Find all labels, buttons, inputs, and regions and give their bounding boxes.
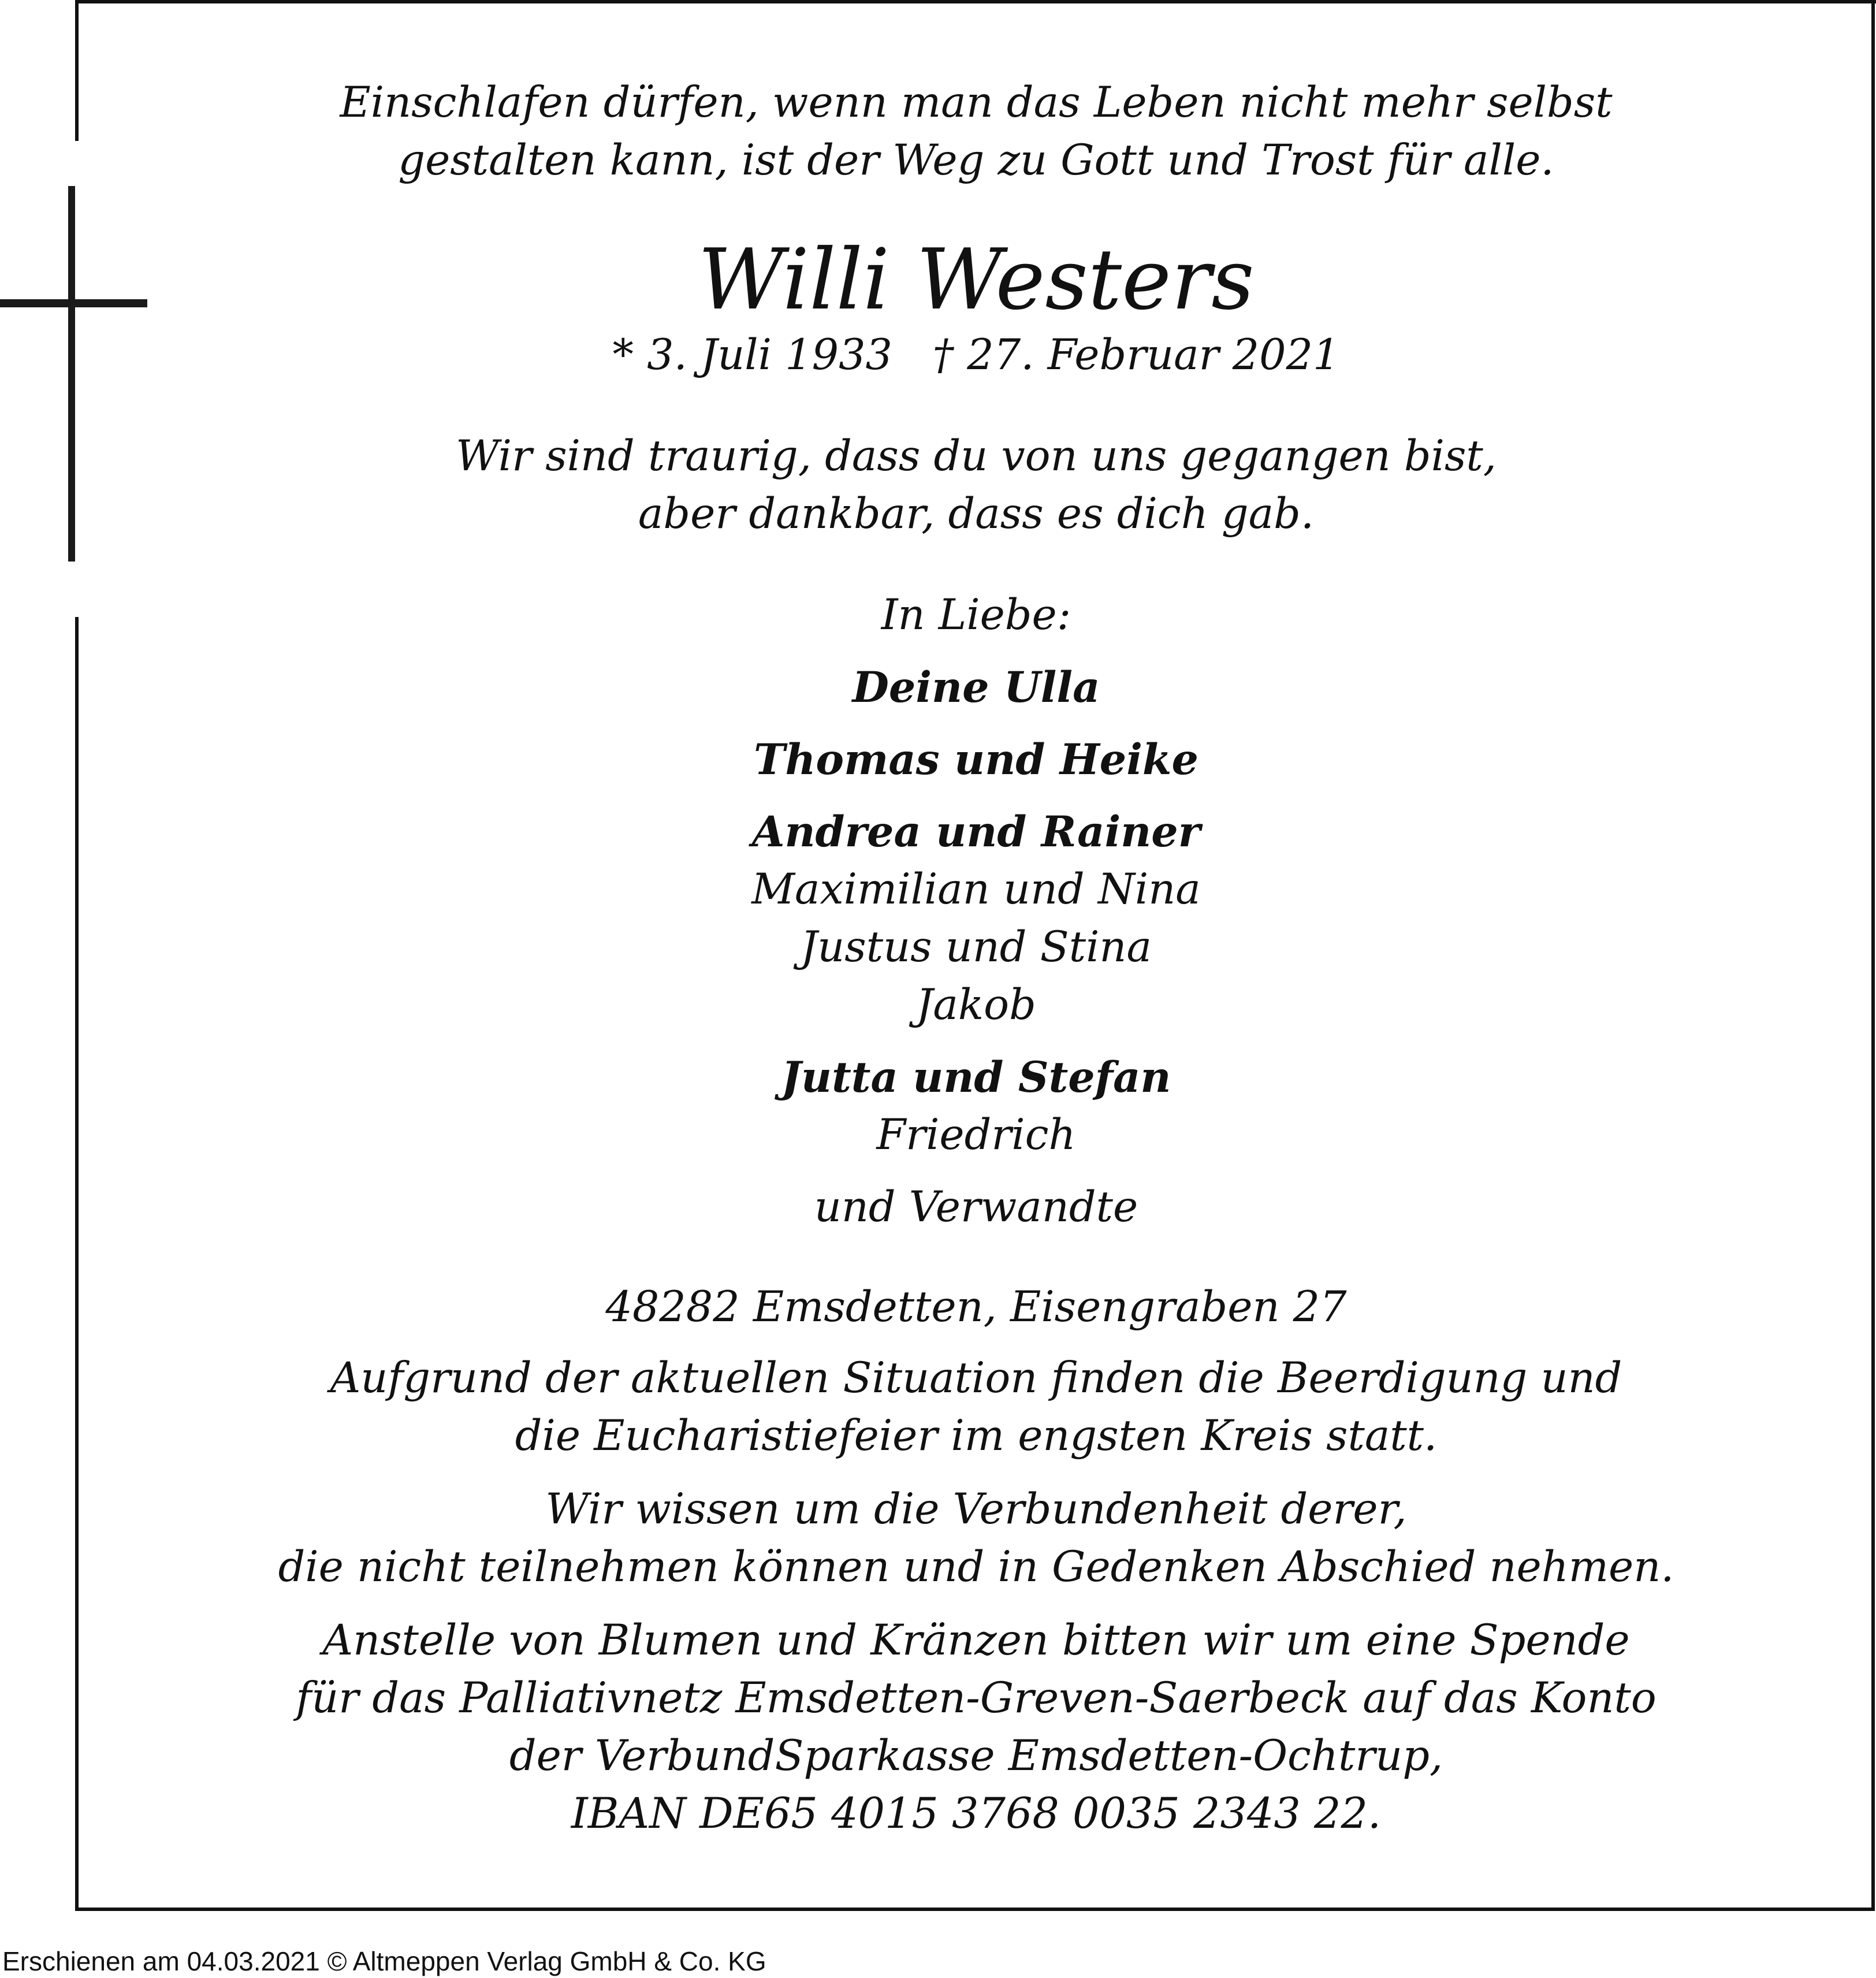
notice-line: der VerbundSparkasse Emsdetten-Ochtrup, (509, 1731, 1443, 1780)
notice-line: Anstelle von Blumen und Kränzen bitten wir um eine Spende (322, 1616, 1630, 1665)
frame-border-right (1871, 0, 1875, 1911)
frame-border-left-lower (75, 617, 79, 1911)
motto (208, 74, 1744, 189)
notice-line: Aufgrund der aktuellen Situation finden die Beerdigung und (330, 1354, 1622, 1403)
publication-footer: Erschienen am 04.03.2021 © Altmeppen Verlag GmbH & Co. KG (2, 1946, 766, 1976)
in-liebe-label: In Liebe: (881, 590, 1071, 639)
notice-donation (208, 1612, 1744, 1843)
frame-border-left-upper (75, 0, 79, 141)
notice-line: Wir wissen um die Verbundenheit derer, (545, 1485, 1407, 1534)
notice-line: die nicht teilnehmen können und in Gedenken Abschied nehmen. (278, 1542, 1674, 1592)
frame-border-bottom (77, 1908, 1875, 1911)
life-dates: * 3. Juli 1933 † 27. Februar 2021 (612, 330, 1340, 380)
cross-horizontal-bar (0, 299, 147, 307)
address: 48282 Emsdetten, Eisengraben 27 (605, 1282, 1347, 1332)
notice-line: die Eucharistiefeier im engsten Kreis statt. (515, 1411, 1438, 1460)
family-friedrich: Friedrich (876, 1110, 1076, 1159)
family-andrea-rainer: Andrea und Rainer (751, 807, 1201, 857)
family-jutta-stefan: Jutta und Stefan (781, 1053, 1171, 1102)
iban-line: IBAN DE65 4015 3768 0035 2343 22. (571, 1789, 1382, 1838)
family-verwandte: und Verwandte (814, 1183, 1138, 1232)
deceased-name: Willi Westers (698, 231, 1255, 329)
sorrow-line: aber dankbar, dass es dich gab. (638, 489, 1315, 538)
frame-border-top (77, 0, 1876, 3)
sorrow-line: Wir sind traurig, dass du von uns gegangen bist, (456, 432, 1497, 481)
family-justus-stina: Justus und Stina (801, 923, 1152, 972)
family-maximilian-nina: Maximilian und Nina (751, 865, 1201, 914)
motto-line: gestalten kann, ist der Weg zu Gott und Trost für alle. (398, 136, 1554, 185)
motto-line: Einschlafen dürfen, wenn man das Leben nicht mehr selbst (340, 78, 1613, 127)
notice-funeral (208, 1349, 1744, 1465)
family-deine-ulla: Deine Ulla (852, 663, 1100, 712)
notice-line: für das Palliativnetz Emsdetten-Greven-Saerbeck auf das Konto (296, 1674, 1657, 1723)
notice-connection (208, 1481, 1744, 1596)
cross-vertical-bar (68, 186, 75, 562)
cross-icon (0, 186, 150, 562)
family-jakob: Jakob (916, 980, 1036, 1029)
family-thomas-heike: Thomas und Heike (754, 735, 1198, 784)
sorrow-text (208, 427, 1744, 543)
